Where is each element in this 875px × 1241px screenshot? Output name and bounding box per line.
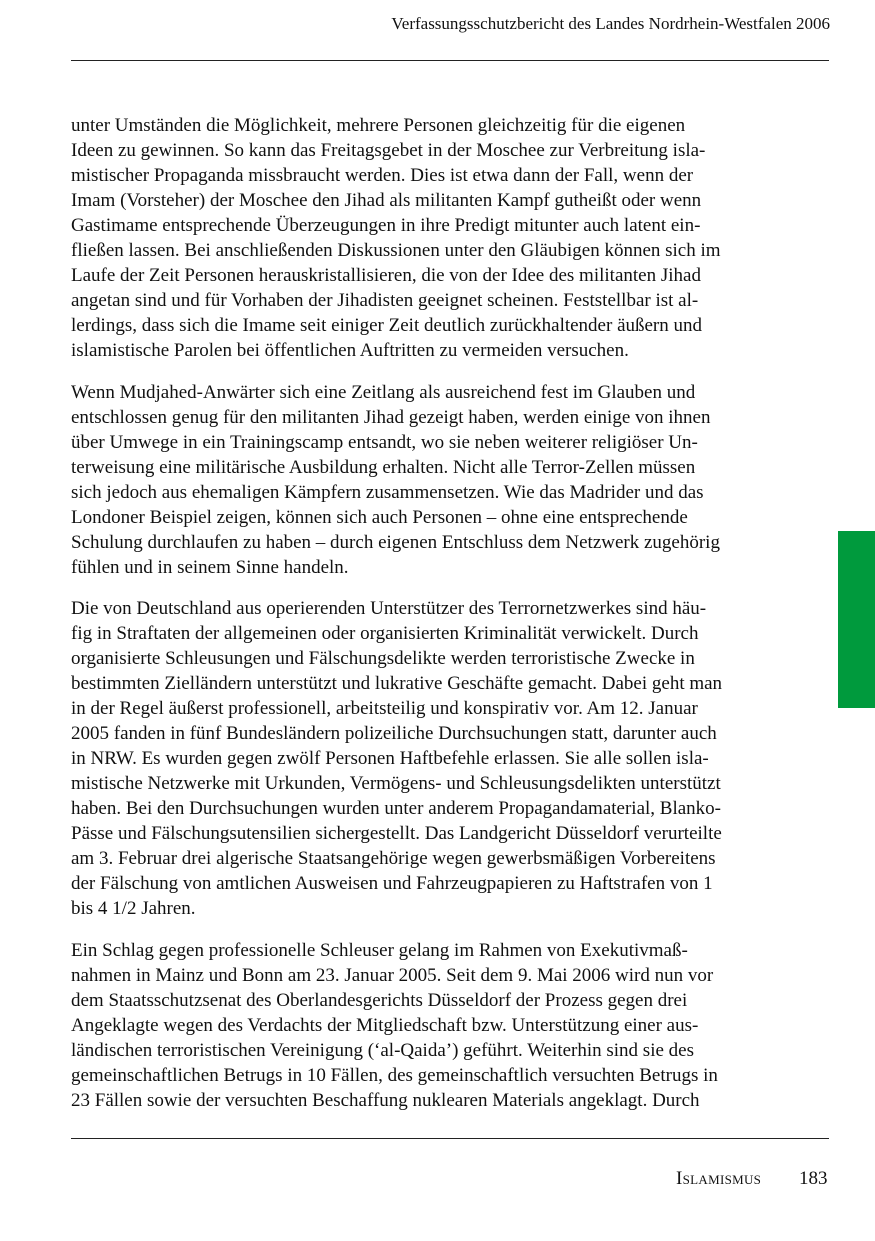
text-line: angetan sind und für Vorhaben der Jihadisten geeignet scheinen. Feststellbar ist al- <box>71 290 699 311</box>
text-line: Schulung durchlaufen zu haben – durch eigenen Entschluss dem Netzwerk zugehörig <box>71 531 720 553</box>
text-line: entschlossen genug für den militanten Jihad gezeigt haben, werden einige von ihnen <box>71 406 711 428</box>
text-line: fließen lassen. Bei anschließenden Diskussionen unter den Gläubigen können sich im <box>71 240 721 261</box>
text-line: gemeinschaftlichen Betrugs in 10 Fällen, des gemeinschaftlich versuchten Betrugs in <box>71 1064 718 1086</box>
text-line: unter Umständen die Möglichkeit, mehrere Personen gleichzeitig für die eigenen <box>71 115 686 136</box>
text-line: in NRW. Es wurden gegen zwölf Personen Haftbefehle erlassen. Sie alle sollen isla- <box>71 748 709 769</box>
text-line: Gastimame entsprechende Überzeugungen in ihre Predigt mitunter auch latent ein- <box>71 215 701 236</box>
text-line: am 3. Februar drei algerische Staatsangehörige wegen gewerbsmäßigen Vorbereitens <box>71 848 716 869</box>
text-line: Pässe und Fälschungsutensilien sichergestellt. Das Landgericht Düsseldorf verurteilte <box>71 823 722 844</box>
text-line: Wenn Mudjahed-Anwärter sich eine Zeitlang als ausreichend fest im Glauben und <box>71 381 696 403</box>
text-line: haben. Bei den Durchsuchungen wurden unter anderem Propagandamaterial, Blanko- <box>71 798 721 819</box>
chapter-side-tab <box>838 531 875 708</box>
paragraph-4 <box>71 938 791 1113</box>
header-divider <box>71 60 829 61</box>
paragraph-2 <box>71 380 791 580</box>
paragraph-3 <box>71 596 791 921</box>
text-line: fig in Straftaten der allgemeinen oder organisierten Kriminalität verwickelt. Durch <box>71 623 699 644</box>
text-line: mistische Netzwerke mit Urkunden, Vermögens- und Schleusungsdelikten unterstützt <box>71 773 721 794</box>
text-line: sich jedoch aus ehemaligen Kämpfern zusammensetzen. Wie das Madrider und das <box>71 481 704 503</box>
text-line: 23 Fällen sowie der versuchten Beschaffung nuklearen Materials angeklagt. Durch <box>71 1089 700 1111</box>
text-line: islamistische Parolen bei öffentlichen Auftritten zu vermeiden versuchen. <box>71 340 629 361</box>
text-line: organisierte Schleusungen und Fälschungsdelikte werden terroristische Zwecke in <box>71 648 695 669</box>
footer-divider <box>71 1138 829 1139</box>
text-line: Imam (Vorsteher) der Moschee den Jihad als militanten Kampf gutheißt oder wenn <box>71 190 702 211</box>
text-line: Angeklagte wegen des Verdachts der Mitgliedschaft bzw. Unterstützung einer aus- <box>71 1014 699 1036</box>
text-line: in der Regel äußerst professionell, arbeitsteilig und konspirativ vor. Am 12. Januar <box>71 698 698 719</box>
text-line: Ein Schlag gegen professionelle Schleuser gelang im Rahmen von Exekutivmaß- <box>71 939 688 961</box>
text-line: lerdings, dass sich die Imame seit einiger Zeit deutlich zurückhaltender äußern und <box>71 315 703 336</box>
text-line: bis 4 1/2 Jahren. <box>71 898 196 919</box>
text-line: Laufe der Zeit Personen herauskristallisieren, die von der Idee des militanten Jihad <box>71 265 701 286</box>
text-line: 2005 fanden in fünf Bundesländern polizeiliche Durchsuchungen statt, darunter auch <box>71 723 717 744</box>
text-line: fühlen und in seinem Sinne handeln. <box>71 556 349 578</box>
page-number: 183 <box>799 1168 828 1189</box>
paragraph-1 <box>71 113 791 363</box>
header-title: Verfassungsschutzbericht des Landes Nordrhein-Westfalen 2006 <box>391 14 830 33</box>
text-line: der Fälschung von amtlichen Ausweisen und Fahrzeugpapieren zu Haftstrafen von 1 <box>71 873 713 894</box>
text-line: mistischer Propaganda missbraucht werden. Dies ist etwa dann der Fall, wenn der <box>71 165 694 186</box>
text-line: ländischen terroristischen Vereinigung (‘al-Qaida’) geführt. Weiterhin sind sie des <box>71 1039 694 1061</box>
text-line: terweisung eine militärische Ausbildung erhalten. Nicht alle Terror-Zellen müssen <box>71 456 696 478</box>
text-line: nahmen in Mainz und Bonn am 23. Januar 2005. Seit dem 9. Mai 2006 wird nun vor <box>71 964 714 986</box>
text-line: bestimmten Zielländern unterstützt und lukrative Geschäfte gemacht. Dabei geht man <box>71 673 723 694</box>
text-line: Die von Deutschland aus operierenden Unterstützer des Terrornetzwerkes sind häu- <box>71 598 707 619</box>
footer-section-title: Islamismus <box>676 1168 762 1189</box>
text-line: über Umwege in ein Trainingscamp entsandt, wo sie neben weiterer religiöser Un- <box>71 431 698 453</box>
text-line: Londoner Beispiel zeigen, können sich auch Personen – ohne eine entsprechende <box>71 506 688 528</box>
text-line: dem Staatsschutzsenat des Oberlandesgerichts Düsseldorf der Prozess gegen drei <box>71 989 688 1011</box>
text-line: Ideen zu gewinnen. So kann das Freitagsgebet in der Moschee zur Verbreitung isla- <box>71 140 706 161</box>
body-text <box>71 113 791 1129</box>
